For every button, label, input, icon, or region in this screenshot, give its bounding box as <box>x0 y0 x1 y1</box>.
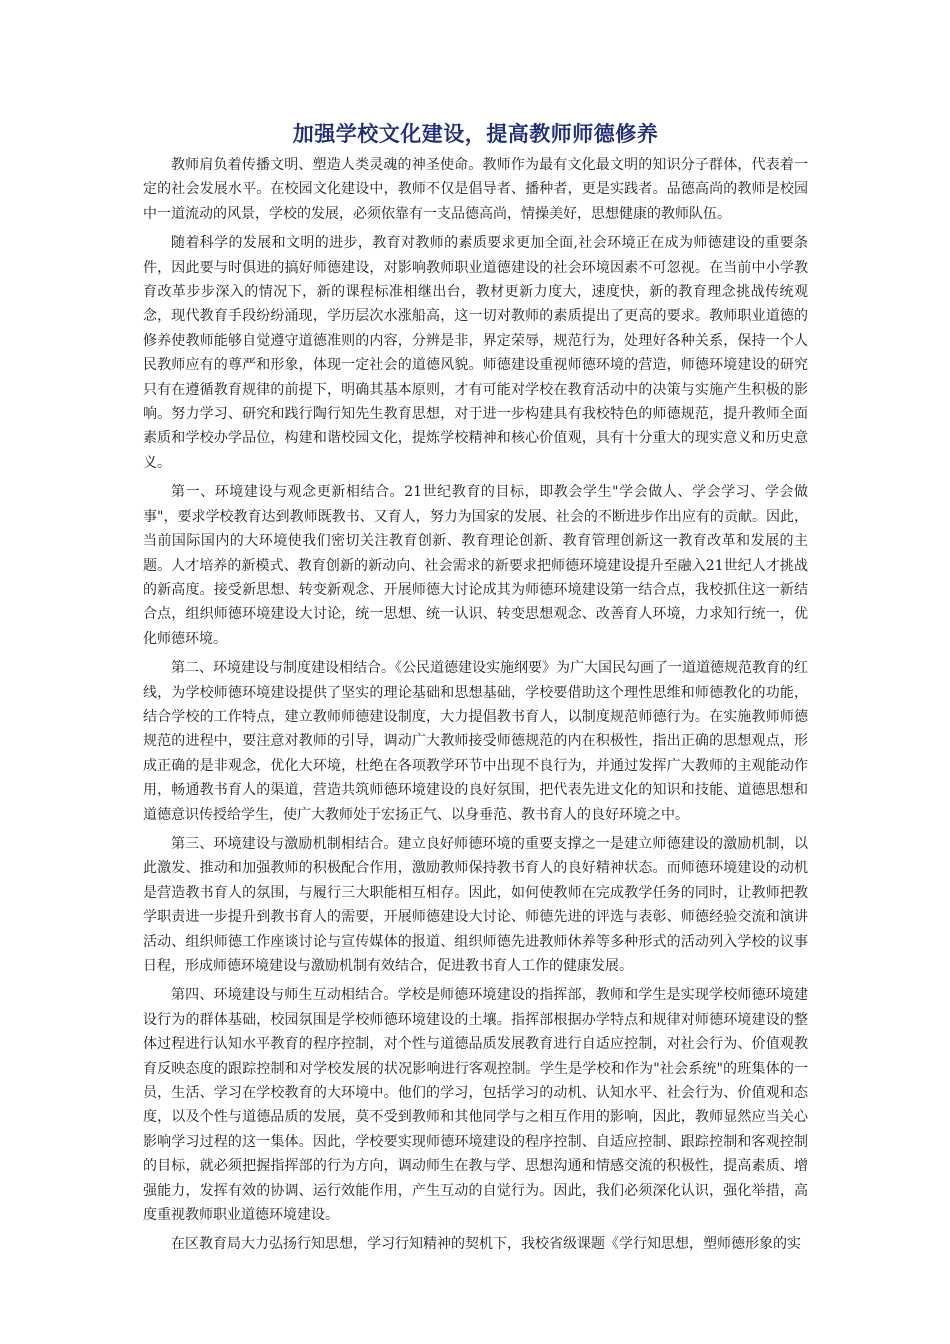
document-page <box>143 118 808 1262</box>
paragraph-point-2: 第二、环境建设与制度建设相结合。《公民道德建设实施纲要》为广大国民勾画了一道道德规范教育的红线，为学校师德环境建设提供了坚实的理论基础和思想基础，学校要借助这个理性思维和师德教化的功能，结合学校的工作特点，建立教师师德建设制度，大力提倡教书育人，以制度规范师德行为。在实施教师师德规范的进程中，要注意对教师的引导，调动广大教师接受师德规范的内在积极性，指出正确的思想观点，形成正确的是非观念，优化大环境，杜绝在各项教学环节中出现不良行为，并通过发挥广大教师的主观能动作用，畅通教书育人的渠道，营造共筑师德环境建设的良好氛围，把代表先进文化的知识和技能、道德思想和道德意识传授给学生，使广大教师处于宏扬正气、以身垂范、教书育人的良好环境之中。 <box>143 660 808 823</box>
paragraph-point-4: 第四、环境建设与师生互动相结合。学校是师德环境建设的指挥部，教师和学生是实现学校师德环境建设行为的群体基础，校园氛围是学校师德环境建设的土壤。指挥部根据办学特点和规律对师德环境建设的整体过程进行认知水平教育的程序控制，对个性与道德品质发展教育进行自适应控制，对社会行为、价值观教育反映态度的跟踪控制和对学校发展的状况影响进行客观控制。学生是学校和作为"社会系统"的班集体的一员，生活、学习在学校教育的大环境中。他们的学习，包括学习的动机、认知水平、社会行为、价值观和态度，以及个性与道德品质的发展，莫不受到教师和其他同学与之相互作用的影响，因此，教师显然应当关心影响学习过程的这一集体。因此，学校要实现师德环境建设的程序控制、自适应控制、跟踪控制和客观控制的目标，就必须把握指挥部的行为方向，调动师生在教与学、思想沟通和情感交流的积极性，提高素质、增强能力，发挥有效的协调、运行效能作用，产生互动的自觉行为。因此，我们必须深化认识，强化举措，高度重视教师职业道德环境建设。 <box>143 987 808 1224</box>
paragraph-background: 随着科学的发展和文明的进步，教育对教师的素质要求更加全面,社会环境正在成为师德建设的重要条件，因此要与时俱进的搞好师德建设，对影响教师职业道德建设的社会环境因素不可忽视。在当前中小学教育改革步步深入的情况下，新的课程标准相继出台，教材更新力度大，速度快，新的教育理念挑战传统观念，现代教育手段纷纷涌现，学历层次水涨船高，这一切对教师的素质提出了更高的要求。教师职业道德的修养使教师能够自觉遵守道德准则的内容，分辨是非，界定荣辱，规范行为，处理好各种关系，保持一个人民教师应有的尊严和形象，体现一定社会的道德风貌。师德建设重视师德环境的营造，师德环境建设的研究只有在遵循教育规律的前提下，明确其基本原则，才有可能对学校在教育活动中的决策与实施产生积极的影响。努力学习、研究和践行陶行知先生教育思想，对于进一步构建具有我校特色的师德规范，提升教师全面素质和学校办学品位，构建和谐校园文化，提炼学校精神和核心价值观，具有十分重大的现实意义和历史意义。 <box>143 235 808 471</box>
paragraph-point-1: 第一、环境建设与观念更新相结合。21世纪教育的目标，即教会学生"学会做人、学会学习、学会做事"，要求学校教育达到教师既教书、又育人，努力为国家的发展、社会的不断进步作出应有的贡献。因此，当前国际国内的大环境使我们密切关注教育创新、教育理论创新、教育管理创新这一教育改革和发展的主题。人才培养的新模式、教育创新的新动向、社会需求的新要求把师德环境建设提升至融入21世纪人才挑战的新高度。接受新思想、转变新观念、开展师德大讨论成其为师德环境建设第一结合点，我校抓住这一新结合点，组织师德环境建设大讨论，统一思想、统一认识、转变思想观念、改善育人环境，力求知行统一，优化师德环境。 <box>143 484 808 647</box>
paragraph-closing: 在区教育局大力弘扬行知思想，学习行知精神的契机下，我校省级课题《学行知思想，塑师德形象的实 <box>171 1236 801 1253</box>
paragraph-intro: 教师肩负着传播文明、塑造人类灵魂的神圣使命。教师作为最有文化最文明的知识分子群体，代表着一定的社会发展水平。在校园文化建设中，教师不仅是倡导者、播种者，更是实践者。品德高尚的教师是校园中一道流动的风景，学校的发展，必须依靠有一支品德高尚，情操美好，思想健康的教师队伍。 <box>143 157 808 222</box>
paragraph-point-3: 第三、环境建设与激励机制相结合。建立良好师德环境的重要支撑之一是建立师德建设的激励机制，以此激发、推动和加强教师的积极配合作用，激励教师保持教书育人的良好精神状态。而师德环境建设的动机是营造教书育人的氛围，与履行三大职能相互相存。因此，如何使教师在完成教学任务的同时，让教师把教学职责进一步提升到教书育人的需要，开展师德建设大讨论、师德先进的评选与表彰、师德经验交流和演讲活动、组织师德工作座谈讨论与宣传媒体的报道、组织师德先进教师休养等多种形式的活动列入学校的议事日程，形成师德环境建设与激励机制有效结合，促进教书育人工作的健康发展。 <box>143 835 808 974</box>
document-title: 加强学校文化建设，提高教师师德修养 <box>292 122 659 146</box>
